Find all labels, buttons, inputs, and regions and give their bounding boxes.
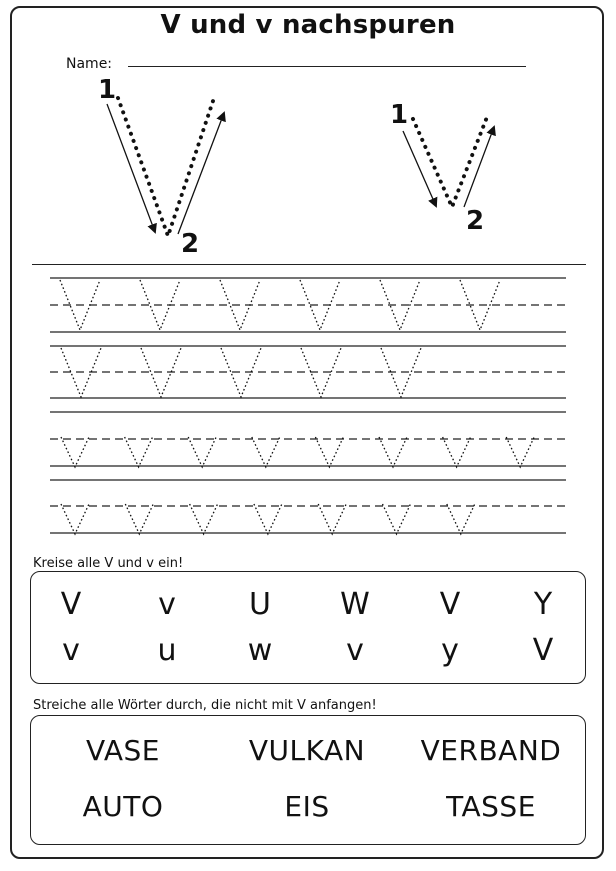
tracing-row-3-trace-v[interactable] [188,437,216,467]
circle-instruction: Kreise alle V und v ein! [33,556,184,571]
letter-item[interactable]: u [157,633,177,668]
tracing-row-4-trace-v[interactable] [318,504,346,534]
tracing-row-4-trace-v[interactable] [254,504,282,534]
word-item[interactable]: TASSE [446,790,536,823]
word-box [30,715,586,845]
tracing-row-2-trace-v[interactable] [301,348,341,397]
page-title: V und v nachspuren [160,10,456,40]
tracing-row-4-trace-v[interactable] [125,504,153,534]
word-item[interactable]: EIS [284,790,330,823]
tracing-row-4-trace-v[interactable] [61,504,89,534]
tracing-row-3-trace-v[interactable] [125,437,153,467]
letter-item[interactable]: v [62,633,80,668]
tracing-row-4-trace-v[interactable] [447,504,475,534]
letter-item[interactable]: v [158,587,176,622]
letter-item[interactable]: v [346,633,364,668]
letter-item[interactable]: V [439,587,461,622]
word-item[interactable]: VERBAND [420,734,562,767]
tracing-row-4-trace-v[interactable] [190,504,218,534]
letter-item[interactable]: Y [533,587,553,622]
letter-item[interactable]: V [60,587,82,622]
lower-v-start-number: 1 [390,100,409,130]
letter-box [30,571,586,684]
tracing-row-3-trace-v[interactable] [443,437,471,467]
name-label: Name: [66,56,113,72]
letter-item[interactable]: W [340,587,370,622]
tracing-row-3-trace-v[interactable] [252,437,280,467]
tracing-row-4-trace-v[interactable] [383,504,411,534]
letter-item[interactable]: V [532,633,554,668]
lower-v-end-number: 2 [466,206,485,236]
tracing-row-1-trace-v[interactable] [300,280,340,330]
tracing-row-3-trace-v[interactable] [61,437,89,467]
word-item[interactable]: VULKAN [248,734,366,767]
letter-item[interactable]: y [441,633,459,668]
upper-v-end-number: 2 [181,229,200,259]
letter-item[interactable]: w [247,633,273,668]
letter-item[interactable]: U [249,587,271,622]
upper-v-start-number: 1 [98,75,117,105]
tracing-row-3-trace-v[interactable] [506,437,534,467]
tracing-row-3-trace-v[interactable] [315,437,343,467]
word-item[interactable]: AUTO [82,790,164,823]
tracing-row-3-trace-v[interactable] [379,437,407,467]
word-item[interactable]: VASE [86,734,160,767]
strike-instruction: Streiche alle Wörter durch, die nicht mit V anfangen! [33,698,377,713]
